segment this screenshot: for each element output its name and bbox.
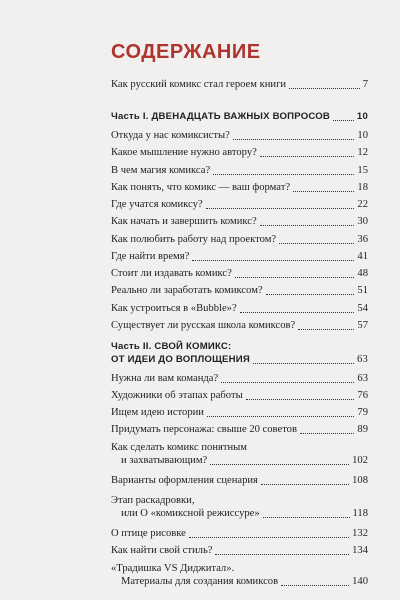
dot-leader (210, 463, 349, 465)
dot-leader (293, 190, 354, 192)
dot-leader (260, 155, 355, 157)
toc-entry (111, 407, 368, 419)
dot-leader (235, 276, 355, 278)
dot-leader (206, 207, 355, 209)
toc-entry-page: 54 (357, 303, 368, 314)
toc-entry-page: 48 (357, 268, 368, 279)
toc-entry-page: 118 (352, 508, 368, 519)
toc-entry (111, 285, 368, 297)
toc-entry-label: Как найти свой стиль? (111, 545, 213, 556)
toc-entry (111, 475, 368, 487)
toc-entry-label: Где найти время? (111, 251, 190, 262)
toc-entry-label: Как устроиться в «Bubble»? (111, 303, 237, 314)
page-title: СОДЕРЖАНИЕ (111, 41, 261, 63)
toc-entry-page: 18 (357, 182, 368, 193)
toc-entry-page: 22 (357, 199, 368, 210)
toc-entry (111, 303, 368, 315)
dot-leader (298, 328, 354, 330)
toc-entry-page: 7 (362, 79, 368, 90)
toc-entry-label: Существует ли русская школа комиксов? (111, 320, 296, 331)
dot-leader (266, 293, 355, 295)
toc-entry-label: Как сделать комикс понятным (111, 442, 247, 453)
dot-leader (333, 119, 354, 121)
toc-entry (111, 494, 368, 520)
toc-entry-label-cont: или О «комиксной режиссуре» (121, 508, 260, 519)
toc-entry (111, 234, 368, 246)
dot-leader (300, 432, 354, 434)
toc-entry (111, 320, 368, 332)
toc-entry-label: Варианты оформления сценария (111, 475, 258, 486)
toc-entry (111, 528, 368, 540)
part-header-label: Часть I. ДВЕНАДЦАТЬ ВАЖНЫХ ВОПРОСОВ (111, 111, 331, 122)
toc-entry-page: 30 (357, 216, 368, 227)
toc-entry-label: О птице рисовке (111, 528, 186, 539)
toc-entry-page: 41 (357, 251, 368, 262)
toc-entry (111, 390, 368, 402)
toc-entry (111, 441, 368, 467)
toc-entry-page: 140 (352, 576, 368, 587)
dot-leader (189, 536, 349, 538)
toc-entry-page: 57 (357, 320, 368, 331)
toc-entry-label: Придумать персонажа: свыше 20 советов (111, 424, 297, 435)
toc-entry-label: Как понять, что комикс — ваш формат? (111, 182, 291, 193)
toc-entry-page: 102 (352, 455, 368, 466)
toc-entry (111, 79, 368, 91)
toc-entry-label: Как полюбить работу над проектом? (111, 234, 277, 245)
dot-leader (233, 138, 355, 140)
toc-entry-label: Как начать и завершить комикс? (111, 216, 257, 227)
part-header (111, 340, 368, 366)
dot-leader (192, 259, 354, 261)
toc-entry (111, 216, 368, 228)
toc-entry-label: Этап раскадровки, (111, 495, 195, 506)
toc-entry-page: 134 (352, 545, 368, 556)
toc-entry-page: 51 (357, 285, 368, 296)
toc-entry-label: Как русский комикс стал героем книги (111, 79, 287, 90)
toc-entry-page: 76 (357, 390, 368, 401)
dot-leader (246, 398, 355, 400)
dot-leader (279, 242, 354, 244)
dot-leader (213, 173, 354, 175)
part-header (111, 111, 368, 123)
toc-entry-page: 108 (352, 475, 368, 486)
part-header-line1: Часть II. СВОЙ КОМИКС: (111, 341, 232, 352)
dot-leader (240, 311, 355, 313)
dot-leader (263, 516, 350, 518)
toc-entry-page: 36 (357, 234, 368, 245)
part-header-page: 63 (357, 354, 368, 365)
toc-entry (111, 562, 368, 588)
part-header-line2: ОТ ИДЕИ ДО ВОПЛОЩЕНИЯ (111, 354, 250, 365)
toc-entry (111, 147, 368, 159)
toc-entry-label: Где учатся комиксу? (111, 199, 203, 210)
toc-entry (111, 199, 368, 211)
toc-entry-label-cont: Материалы для создания комиксов (121, 576, 279, 587)
toc-entry (111, 373, 368, 385)
toc-entry (111, 545, 368, 557)
toc-entry-page: 63 (357, 373, 368, 384)
toc-entry (111, 165, 368, 177)
toc-entry (111, 251, 368, 263)
toc-entry-page: 132 (352, 528, 368, 539)
toc-entry-label: Нужна ли вам команда? (111, 373, 219, 384)
toc-entry-label: Реально ли заработать комиксом? (111, 285, 263, 296)
toc-entry-page: 12 (357, 147, 368, 158)
dot-leader (221, 381, 354, 383)
toc-entry-label: Откуда у нас комиксисты? (111, 130, 230, 141)
toc-entry (111, 268, 368, 280)
toc-entry-page: 10 (357, 130, 368, 141)
dot-leader (289, 87, 360, 89)
toc-entry-label: В чем магия комикса? (111, 165, 211, 176)
dot-leader (215, 553, 349, 555)
toc-entry-label: Какое мышление нужно автору? (111, 147, 257, 158)
dot-leader (253, 362, 354, 364)
toc-entry-label: «Традишка VS Диджитал». (111, 563, 235, 574)
toc-entry-page: 79 (357, 407, 368, 418)
part-header-page: 10 (356, 111, 368, 122)
toc-entry-label: Ищем идею истории (111, 407, 204, 418)
toc-entry-label: Стоит ли издавать комикс? (111, 268, 232, 279)
toc-entry-label: Художники об этапах работы (111, 390, 243, 401)
toc-entry-label-cont: и захватывающим? (121, 455, 208, 466)
dot-leader (281, 584, 349, 586)
toc-entry-page: 15 (357, 165, 368, 176)
dot-leader (260, 224, 355, 226)
toc-entry (111, 130, 368, 142)
toc-entry (111, 424, 368, 436)
toc-entry-page: 89 (357, 424, 368, 435)
toc-entry (111, 182, 368, 194)
dot-leader (207, 415, 354, 417)
dot-leader (261, 483, 349, 485)
